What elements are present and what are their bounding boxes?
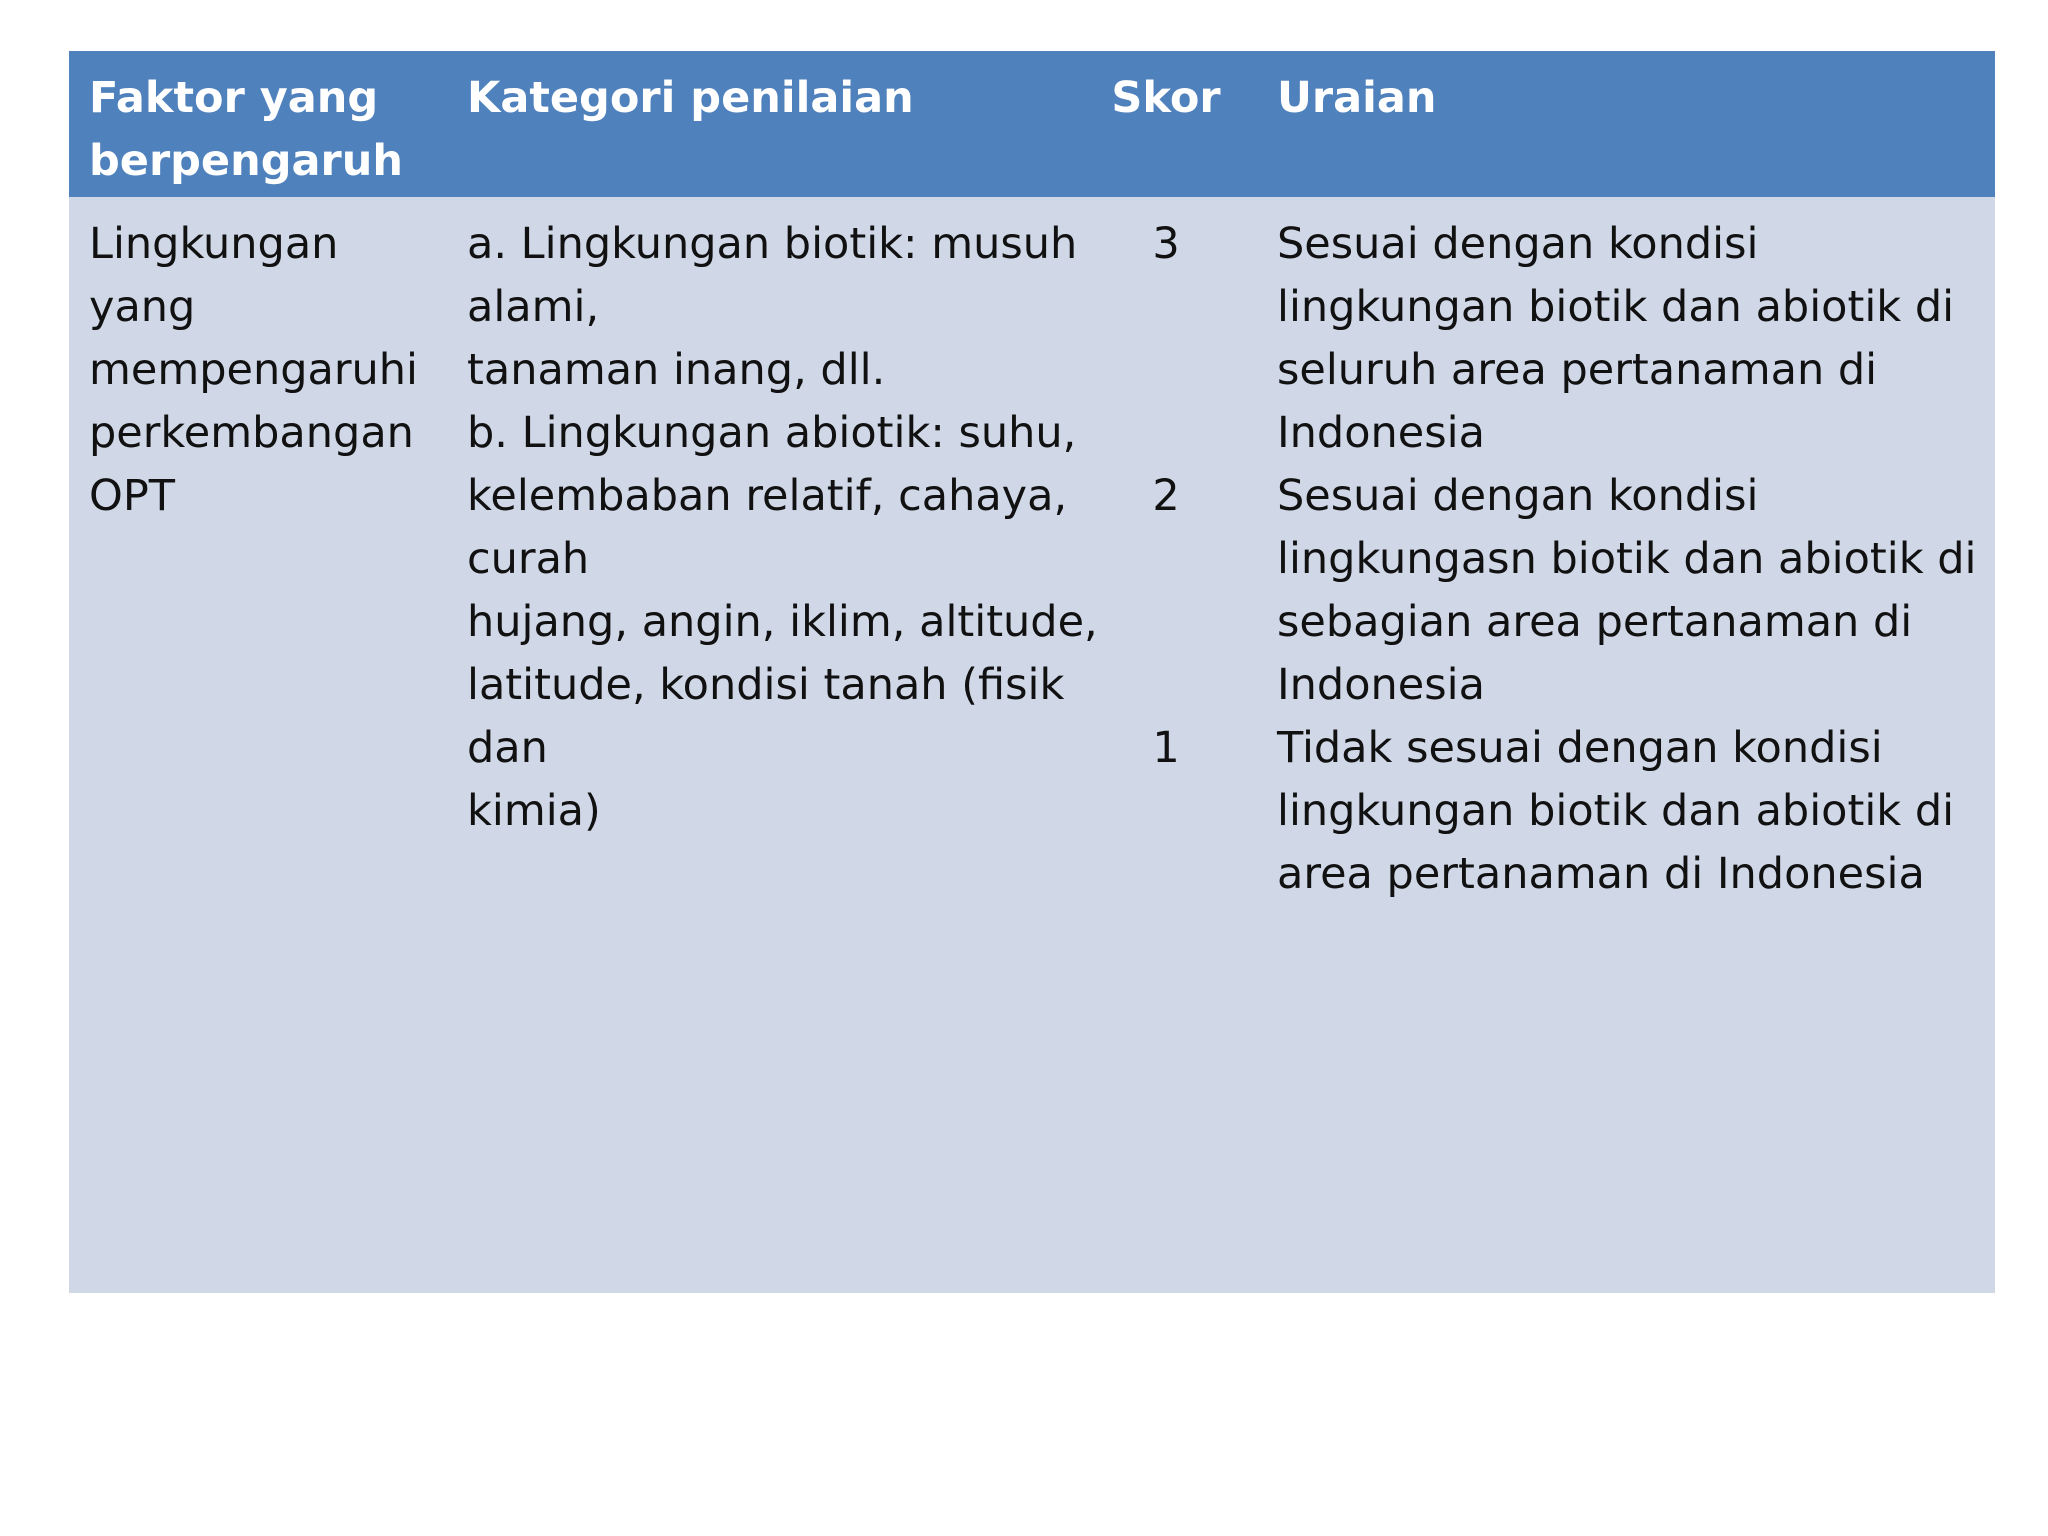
kategori-line: b. Lingkungan abiotik: suhu, bbox=[467, 408, 1077, 458]
header-kategori: Kategori penilaian bbox=[467, 73, 914, 123]
kategori-line: latitude, kondisi tanah (fisik bbox=[467, 660, 1065, 710]
score-2: 2 bbox=[1152, 471, 1180, 521]
kategori-line: kimia) bbox=[467, 786, 601, 836]
uraian-score-3 bbox=[1277, 213, 1977, 465]
header-faktor-line-2: berpengaruh bbox=[89, 136, 403, 186]
kategori-line: kelembaban relatif, cahaya, bbox=[467, 471, 1068, 521]
kategori-line: hujang, angin, iklim, altitude, bbox=[467, 597, 1098, 647]
header-faktor-line-1: Faktor yang bbox=[89, 73, 379, 123]
uraian-score-2 bbox=[1277, 465, 1977, 717]
kategori-line: alami, bbox=[467, 282, 600, 332]
table-header-row bbox=[69, 51, 1995, 197]
uraian-line: lingkungasn biotik dan abiotik di bbox=[1277, 534, 1977, 584]
kategori-cell bbox=[467, 213, 1098, 843]
faktor-line: Lingkungan bbox=[89, 219, 339, 269]
header-skor: Skor bbox=[1111, 73, 1221, 123]
uraian-line: lingkungan biotik dan abiotik di bbox=[1277, 282, 1955, 332]
score-3: 3 bbox=[1152, 219, 1180, 269]
kategori-line: tanaman inang, dll. bbox=[467, 345, 886, 395]
uraian-cell bbox=[1277, 213, 1977, 906]
uraian-line: seluruh area pertanaman di bbox=[1277, 345, 1878, 395]
header-uraian: Uraian bbox=[1277, 73, 1437, 123]
uraian-line: area pertanaman di Indonesia bbox=[1277, 849, 1925, 899]
uraian-line: Sesuai dengan kondisi bbox=[1277, 219, 1759, 269]
uraian-line: Sesuai dengan kondisi bbox=[1277, 471, 1759, 521]
faktor-line: OPT bbox=[89, 471, 176, 521]
uraian-line: sebagian area pertanaman di bbox=[1277, 597, 1913, 647]
faktor-line: perkembangan bbox=[89, 408, 414, 458]
kategori-line: a. Lingkungan biotik: musuh bbox=[467, 219, 1078, 269]
score-1: 1 bbox=[1152, 723, 1180, 773]
skor-cell bbox=[1099, 213, 1233, 780]
uraian-line: Tidak sesuai dengan kondisi bbox=[1277, 723, 1883, 773]
faktor-cell bbox=[89, 213, 418, 528]
kategori-line: curah bbox=[467, 534, 590, 584]
uraian-line: lingkungan biotik dan abiotik di bbox=[1277, 786, 1955, 836]
kategori-line: dan bbox=[467, 723, 548, 773]
assessment-table bbox=[69, 51, 1995, 1293]
header-faktor bbox=[89, 67, 403, 193]
uraian-score-1 bbox=[1277, 717, 1977, 906]
faktor-line: mempengaruhi bbox=[89, 345, 419, 395]
uraian-line: Indonesia bbox=[1277, 408, 1485, 458]
uraian-line: Indonesia bbox=[1277, 660, 1485, 710]
faktor-line: yang bbox=[89, 282, 196, 332]
